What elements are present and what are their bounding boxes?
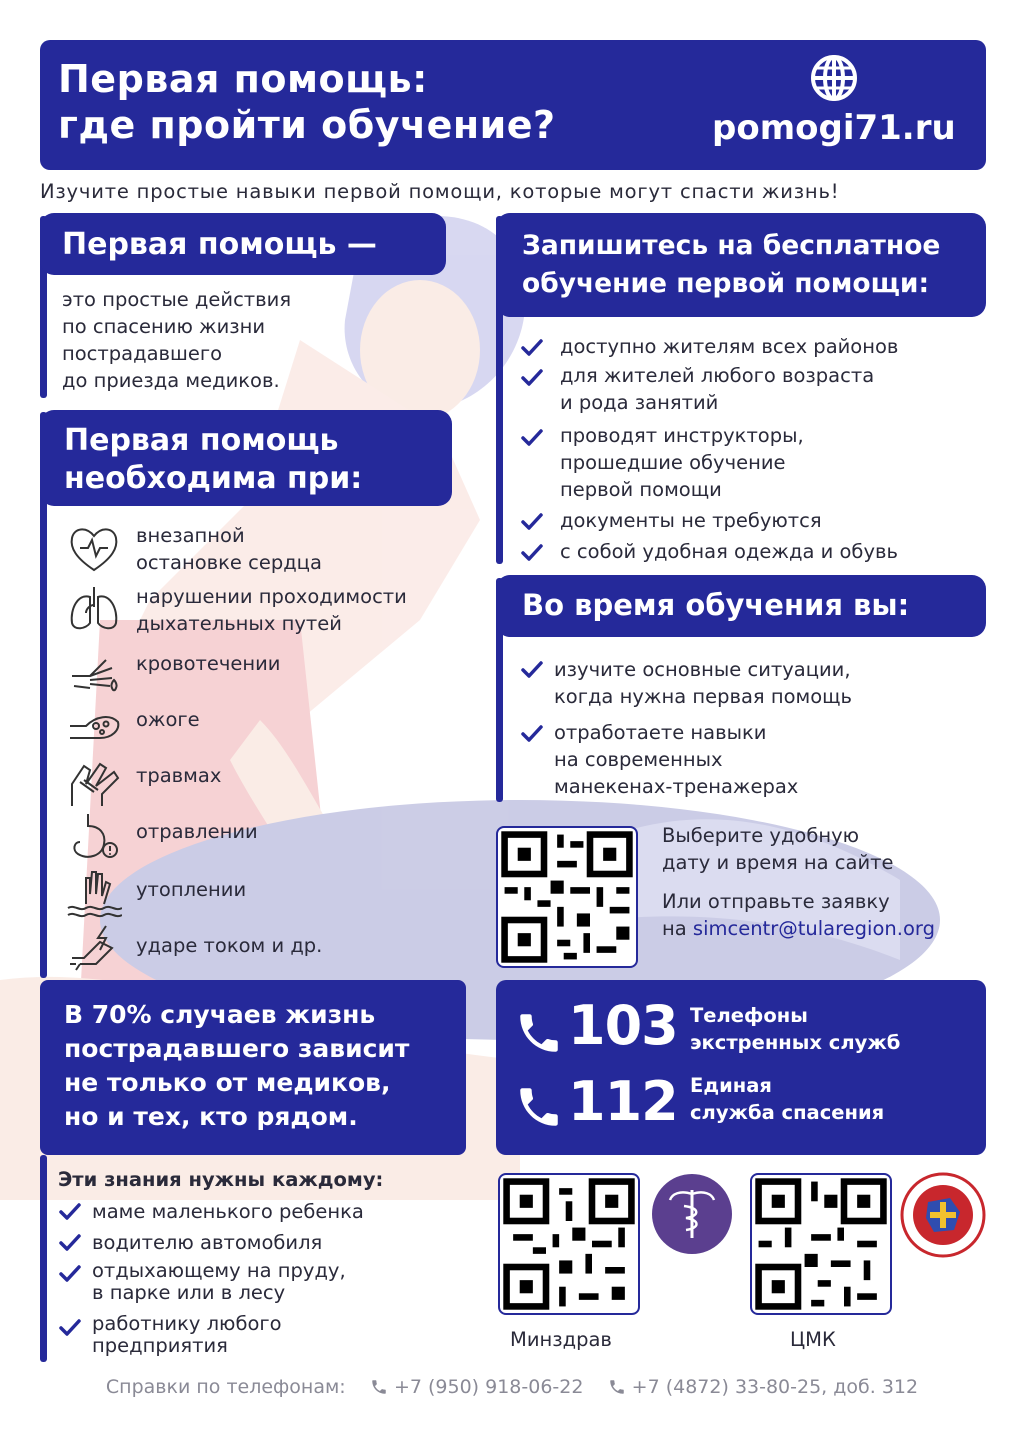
- drowning-icon: [66, 868, 122, 920]
- register-email-text: Или отправьте заявку на simcentr@tularegion.org: [662, 890, 935, 940]
- electric-shock-icon: [66, 924, 122, 976]
- phone-103-desc: Телефоны экстренных служб: [690, 1004, 901, 1054]
- checkmark-icon: [520, 543, 544, 563]
- list-item: документы не требуются: [560, 509, 822, 532]
- minzdrav-label: Минздрав: [510, 1328, 612, 1351]
- footer-phone-2[interactable]: +7 (4872) 33-80-25, доб. 312: [631, 1376, 919, 1398]
- lungs-icon: [66, 583, 122, 635]
- list-item: доступно жителям всех районов: [560, 335, 899, 358]
- stomach-icon: [66, 812, 122, 864]
- checkmark-icon: [520, 338, 544, 358]
- register-text: Выберите удобную дату и время на сайте: [662, 824, 894, 874]
- header-banner: [40, 40, 986, 170]
- cmk-logo: [900, 1172, 986, 1258]
- checkmark-icon: [58, 1233, 82, 1253]
- during-heading: Во время обучения вы:: [496, 575, 986, 637]
- phone-112-desc: Единая служба спасения: [690, 1074, 885, 1124]
- everyone-heading: Эти знания нужны каждому:: [58, 1168, 384, 1191]
- checkmark-icon: [520, 512, 544, 532]
- stat-box: В 70% случаев жизнь пострадавшего зависит не только от медиков, но и тех, кто рядом.: [40, 980, 466, 1155]
- phone-icon: [608, 1378, 626, 1396]
- footer: [0, 1376, 1024, 1398]
- checkmark-icon: [520, 428, 544, 448]
- qr-pattern: [498, 828, 636, 966]
- phone-icon: [514, 1008, 564, 1058]
- checkmark-icon: [520, 368, 544, 388]
- phone-icon: [514, 1082, 564, 1132]
- heart-icon: [66, 522, 122, 574]
- minzdrav-logo: [650, 1172, 734, 1256]
- list-item: проводят инструкторы, прошедшие обучение первой помощи: [560, 424, 804, 501]
- list-item: маме маленького ребенка: [92, 1200, 364, 1223]
- list-item: работнику любого предприятия: [92, 1312, 282, 1357]
- email-link[interactable]: simcentr@tularegion.org: [692, 917, 935, 940]
- minzdrav-qr-code[interactable]: [498, 1173, 640, 1315]
- list-item: отдыхающему на пруду, в парке или в лесу: [92, 1259, 346, 1304]
- bleeding-hand-icon: [66, 646, 122, 698]
- cmk-qr-code[interactable]: [750, 1173, 892, 1315]
- footer-label: Справки по телефонам:: [105, 1376, 346, 1398]
- section-bar: [40, 1155, 47, 1362]
- checkmark-icon: [58, 1318, 82, 1338]
- footer-phone-1[interactable]: +7 (950) 918-06-22: [393, 1376, 584, 1398]
- qr-pattern: [500, 1175, 638, 1313]
- tagline: Изучите простые навыки первой помощи, которые могут спасти жизнь!: [40, 180, 840, 203]
- checkmark-icon: [58, 1202, 82, 1222]
- definition-text: это простые действия по спасению жизни пострадавшего до приезда медиков.: [62, 288, 292, 392]
- phone-103[interactable]: 103: [568, 994, 678, 1057]
- needed-heading: Первая помощь необходима при:: [40, 410, 452, 506]
- site-link[interactable]: pomogi71.ru: [712, 108, 956, 148]
- phone-icon: [370, 1378, 388, 1396]
- qr-pattern: [752, 1175, 890, 1313]
- checkmark-icon: [520, 724, 544, 744]
- checkmark-icon: [58, 1264, 82, 1284]
- checkmark-icon: [520, 660, 544, 680]
- definition-heading: Первая помощь —: [40, 213, 446, 275]
- list-item: отработаете навыки на современных манекенах-тренажерах: [554, 721, 799, 798]
- list-item: с собой удобная одежда и обувь: [560, 540, 898, 563]
- list-item: для жителей любого возраста и рода занятий: [560, 364, 875, 414]
- page-title: Первая помощь: где пройти обучение?: [58, 57, 556, 147]
- signup-heading: Запишитесь на бесплатное обучение первой помощи:: [496, 213, 986, 317]
- list-item: изучите основные ситуации, когда нужна первая помощь: [554, 658, 853, 708]
- injured-hand-icon: [66, 758, 122, 810]
- phones-box: [496, 980, 986, 1155]
- phone-112[interactable]: 112: [568, 1070, 678, 1133]
- burn-icon: [66, 702, 122, 754]
- list-item: водителю автомобиля: [92, 1231, 323, 1254]
- register-qr-code[interactable]: [496, 826, 638, 968]
- cmk-label: ЦМК: [790, 1328, 836, 1351]
- globe-icon: [810, 54, 858, 102]
